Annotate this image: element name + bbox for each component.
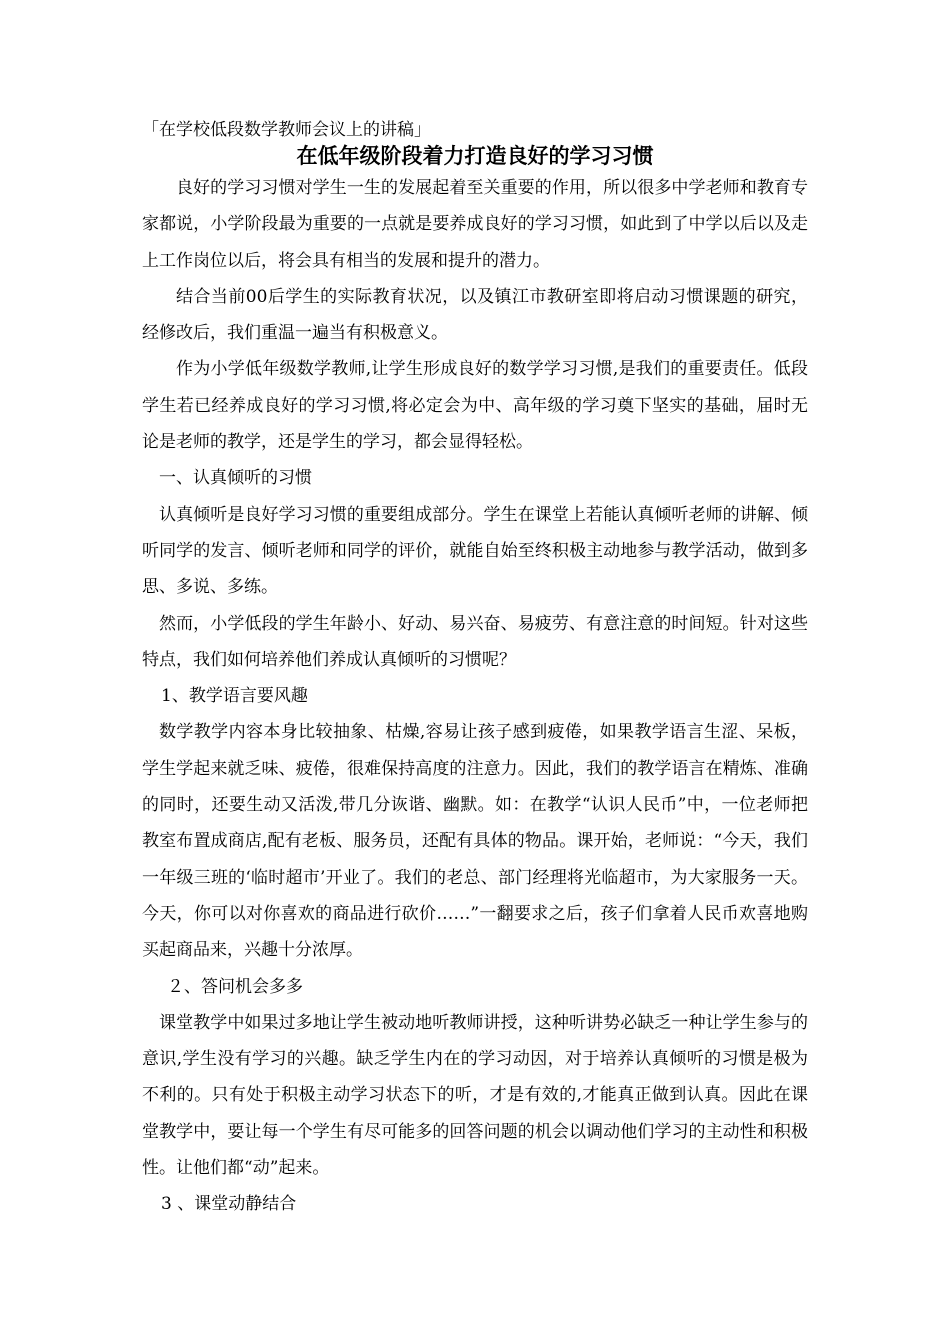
paragraph-intro-1: 良好的学习习惯对学生一生的发展起着至关重要的作用，所以很多中学老师和教育专家都说，小学阶段最为重要的一点就是要养成良好的学习习惯，如此到了中学以后以及走上工作岗位以后，将会具有相当的发展和提升的潜力。 <box>142 178 808 271</box>
paragraph-listening-1: 认真倾听是良好学习习惯的重要组成部分。学生在课堂上若能认真倾听老师的讲解、倾听同学的发言、倾听老师和同学的评价，就能自始至终积极主动地参与教学活动，做到多思、多说、多练。 <box>142 504 808 598</box>
paragraph-answering: 课堂教学中如果过多地让学生被动地听教师讲授，这种听讲势必缺乏一种让学生参与的意识,学生没有学习的兴趣。缺乏学生内在的学习动因，对于培养认真倾听的习惯是极为不利的。只有处于积极主动学习状态下的听，才是有效的,才能真正做到认真。因此在课堂教学中，要让每一个学生有尽可能多的回答问题的机会以调动他们学习的主动性和积极性。让他们都“动”起来。 <box>142 1012 808 1179</box>
document-subtitle: 「在学校低段数学教师会议上的讲稿」 <box>142 120 431 140</box>
section-heading-listening: 一、认真倾听的习惯 <box>159 468 312 489</box>
subsection-heading-answering: ２、答问机会多多 <box>167 976 303 997</box>
paragraph-listening-2: 然而，小学低段的学生年龄小、好动、易兴奋、易疲劳、有意注意的时间短。针对这些特点，我们如何培养他们养成认真倾听的习惯呢？ <box>142 613 808 670</box>
paragraph-intro-2: 结合当前00后学生的实际教育状况，以及镇江市教研室即将启动习惯课题的研究，经修改后，我们重温一遍当有积极意义。 <box>142 286 808 344</box>
document-body <box>142 118 808 1223</box>
document-title: 在低年级阶段着力打造良好的学习习惯 <box>296 144 654 168</box>
subsection-heading-dynamic-static: 3 、课堂动静结合 <box>161 1194 297 1215</box>
subsection-heading-language: 1、教学语言要风趣 <box>161 686 308 707</box>
paragraph-language: 数学教学内容本身比较抽象、枯燥,容易让孩子感到疲倦，如果教学语言生涩、呆板，学生学起来就乏味、疲倦，很难保持高度的注意力。因此，我们的教学语言在精炼、准确的同时，还要生动又活泼,带几分诙谐、幽默。如：在教学“认识人民币”中，一位老师把教室布置成商店,配有老板、服务员，还配有具体的物品。课开始，老师说：“今天，我们一年级三班的‘临时超市’开业了。我们的老总、部门经理将光临超市，为大家服务一天。今天，你可以对你喜欢的商品进行砍价……”一翻要求之后，孩子们拿着人民币欢喜地购买起商品来，兴趣十分浓厚。 <box>142 722 808 961</box>
paragraph-intro-3: 作为小学低年级数学教师,让学生形成良好的数学学习习惯,是我们的重要责任。低段学生若已经养成良好的学习习惯,将必定会为中、高年级的学习奠下坚实的基础，届时无论是老师的教学，还是学生的学习，都会显得轻松。 <box>142 359 808 453</box>
